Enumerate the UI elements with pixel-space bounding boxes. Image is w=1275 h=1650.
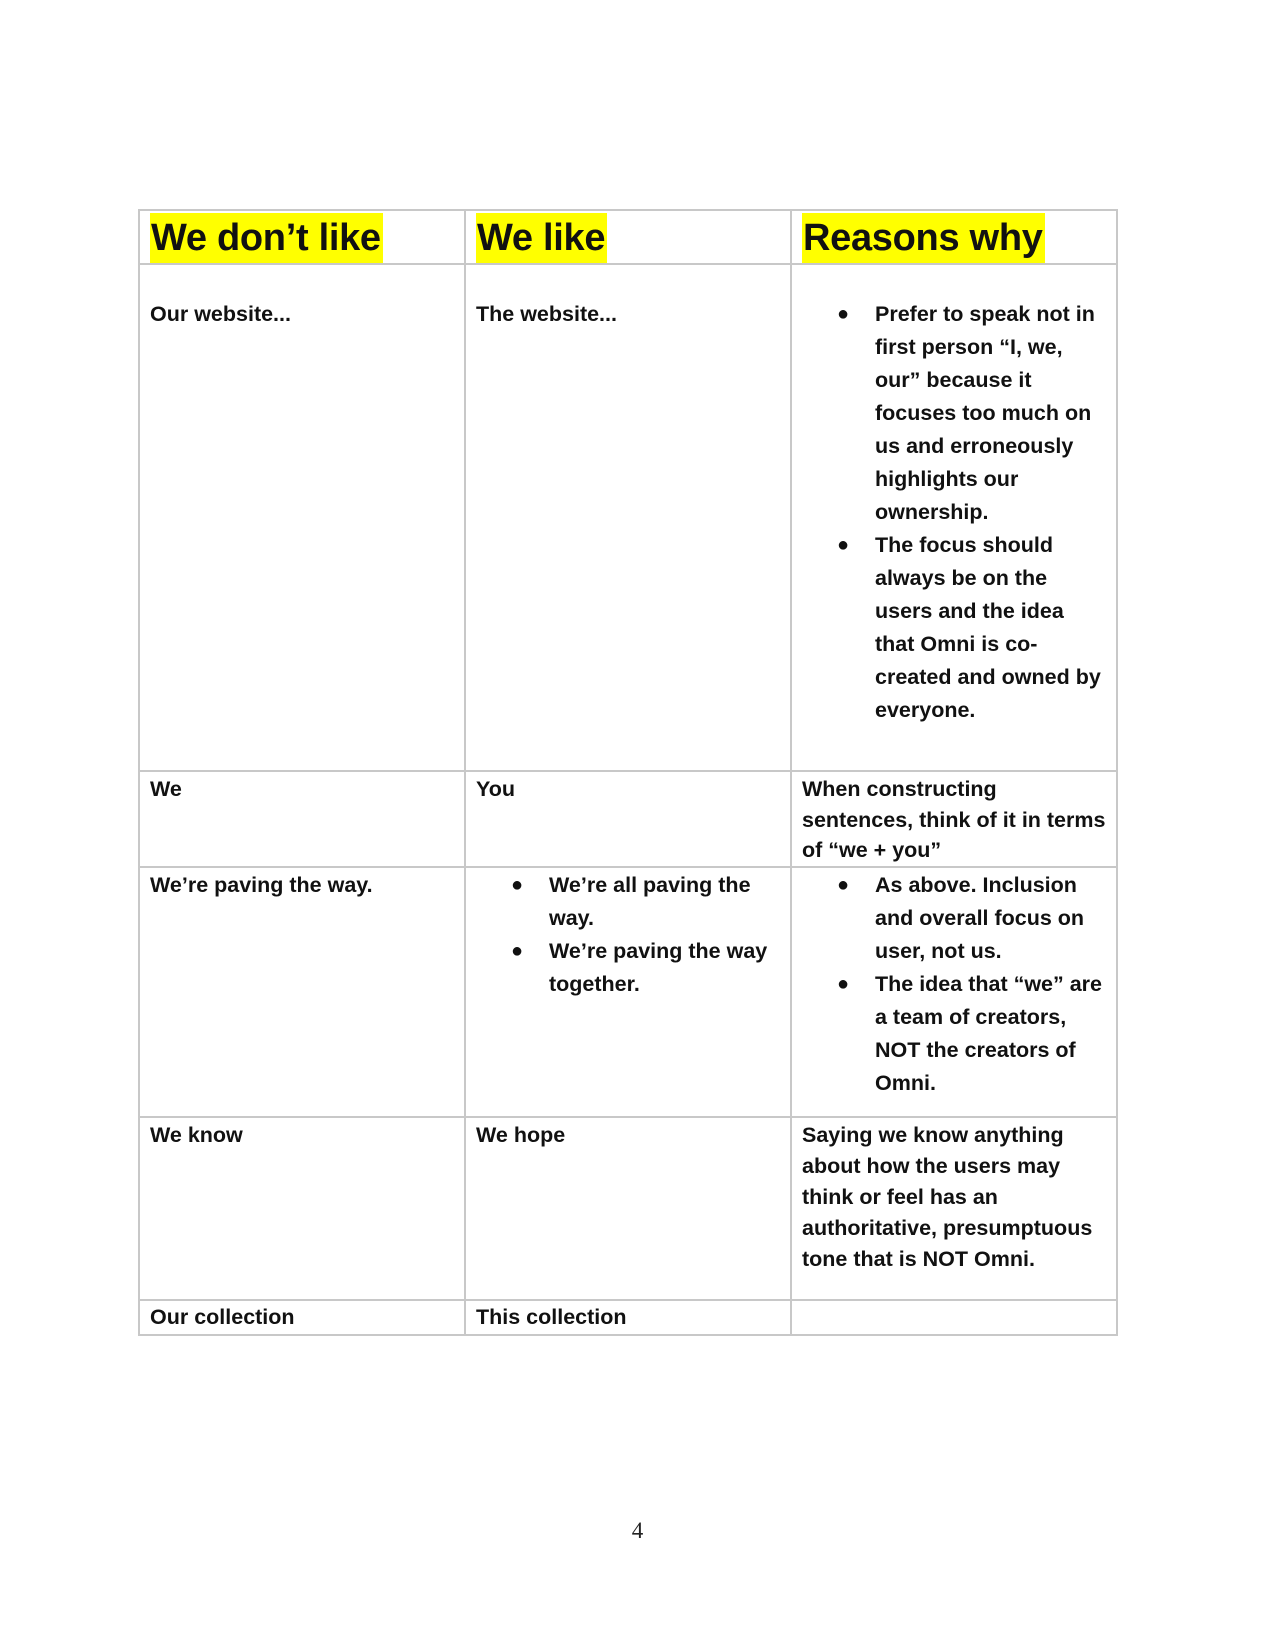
cell-dont-like: We [139,771,465,867]
cell-reasons [791,1300,1117,1335]
list-item [837,968,1106,1100]
page-number: 4 [631,1518,644,1543]
like-list [476,869,780,1001]
table-row [139,771,1117,867]
cell-like [465,867,791,1117]
cell-like: You [465,771,791,867]
list-item-text: The idea that “we” are a team of creators, NOT the creators of Omni. [875,971,1103,1095]
header-cell-like [465,210,791,264]
table-row [139,1300,1117,1335]
bullet-icon: ● [837,972,850,995]
list-item [837,529,1106,727]
list-item-text: We’re paving the way together. [549,938,768,996]
reasons-list [802,298,1106,727]
table-row [139,264,1117,771]
cell-reasons: Saying we know anything about how the users may think or feel has an authoritative, presumptuous tone that is NOT Omni. [791,1117,1117,1300]
reasons-list [802,869,1106,1100]
header-reasons: Reasons why [802,213,1045,263]
bullet-icon: ● [837,303,850,325]
list-item-text: Prefer to speak not in first person “I, we, our” because it focuses too much on us and erroneously highlights our ownership. [875,302,1095,524]
cell-reasons [791,867,1117,1117]
cell-dont-like: Our website... [139,264,465,771]
list-item [511,935,780,1001]
cell-dont-like: We know [139,1117,465,1300]
cell-like: This collection [465,1300,791,1335]
list-item-text: We’re all paving the way. [549,872,751,930]
bullet-icon: ● [511,873,524,896]
bullet-icon: ● [837,534,850,556]
table-row [139,1117,1117,1300]
bullet-icon: ● [511,939,524,962]
header-like: We like [476,213,607,263]
header-dont-like: We don’t like [150,213,383,263]
cell-dont-like: Our collection [139,1300,465,1335]
list-item-text: The focus should always be on the users and the idea that Omni is co-created and owned by everyone. [875,533,1101,722]
cell-like: We hope [465,1117,791,1300]
list-item [837,298,1106,529]
list-item [837,869,1106,968]
cell-reasons: When constructing sentences, think of it in terms of “we + you” [791,771,1117,867]
cell-reasons [791,264,1117,771]
cell-dont-like: We’re paving the way. [139,867,465,1117]
header-cell-dont-like [139,210,465,264]
cell-like: The website... [465,264,791,771]
style-guide-table [138,209,1118,1336]
table-row [139,867,1117,1117]
table-header-row [139,210,1117,264]
bullet-icon: ● [837,873,850,896]
list-item [511,869,780,935]
header-cell-reasons [791,210,1117,264]
list-item-text: As above. Inclusion and overall focus on user, not us. [875,872,1085,963]
